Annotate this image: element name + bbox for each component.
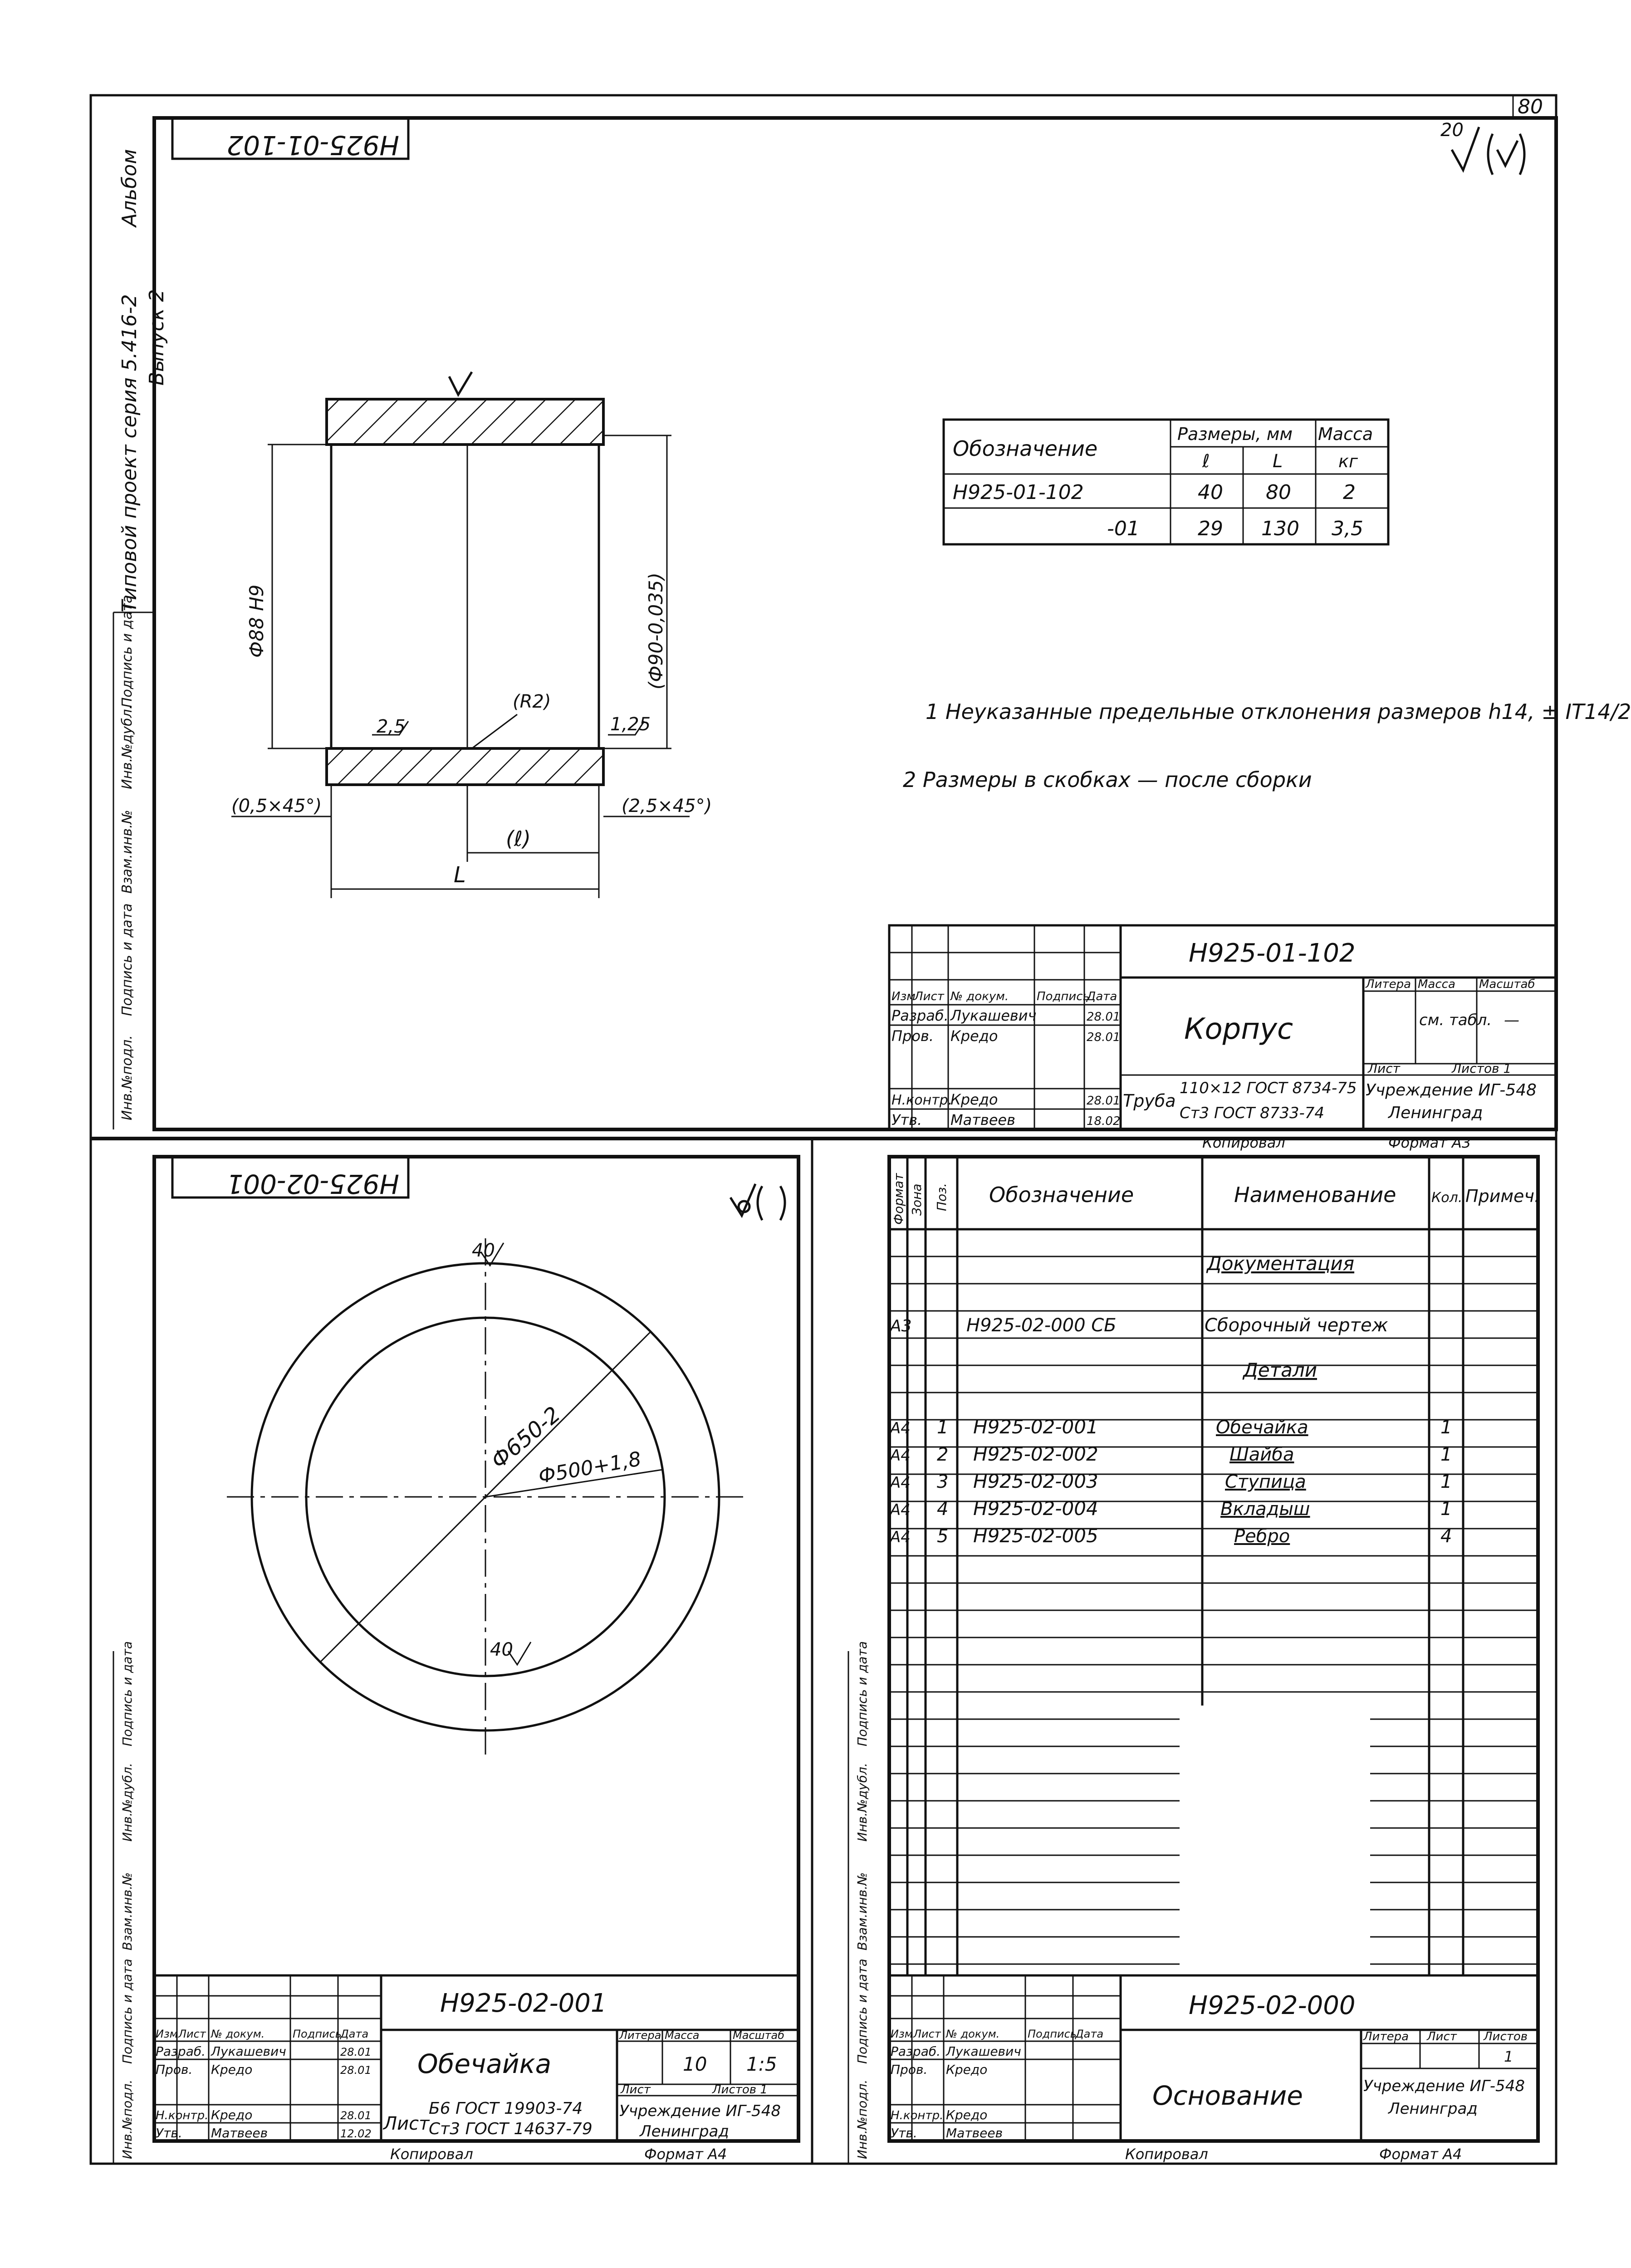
ttb-date-2: 28.01 — [1087, 1094, 1121, 1108]
sub-kg: кг — [1338, 451, 1358, 471]
bltb-sheets: Листов 1 — [712, 2083, 768, 2097]
brtb-role-1: Пров. — [891, 2062, 928, 2077]
spec-item-5 — [889, 1525, 1452, 1547]
album-label: Альбом — [118, 149, 141, 227]
bl-format: Формат А4 — [644, 2146, 727, 2163]
bltb-name-2: Кредо — [211, 2107, 253, 2122]
bl-side-2: Подпись и дата — [120, 1959, 135, 2064]
dim-length-total: L — [454, 862, 466, 888]
ttb-date-3: 18.02 — [1087, 1114, 1121, 1128]
ttb-sheet: Лист — [1368, 1061, 1400, 1076]
ttb-org-2: Ленинград — [1388, 1104, 1483, 1122]
ttb-role-0: Разраб. — [891, 1007, 949, 1024]
spec-item-pos: 3 — [937, 1471, 949, 1492]
bltb-mass-value: 10 — [683, 2053, 707, 2075]
sleeve-wall-bottom — [327, 748, 603, 785]
rough-top-value: 40 — [472, 1240, 495, 1261]
spec-table — [889, 1157, 1540, 1978]
ttb-role-3: Утв. — [891, 1111, 922, 1129]
dim-outer: (Ф90-0,035) — [645, 572, 667, 689]
bltb-name-0: Лукашевич — [211, 2044, 286, 2059]
album-stamp — [118, 149, 168, 612]
ttb-mass-value: см. табл. — [1419, 1011, 1492, 1029]
note-1: 1 Неуказанные предельные отклонения размеров h14, ± IT14/2 — [926, 699, 1631, 724]
bltb-material-1: Б6 ГОСТ 19903-74 — [429, 2099, 583, 2118]
spec-item-4 — [889, 1497, 1452, 1520]
ttb-scale-value: — — [1504, 1011, 1519, 1029]
bltb-date-3: 12.02 — [340, 2127, 372, 2140]
ttb-material-2: Ст3 ГОСТ 8733-74 — [1180, 1104, 1325, 1122]
bl-roughness — [730, 1184, 785, 1220]
bltb-date-2: 28.01 — [340, 2109, 372, 2122]
bltb-material-label: Лист — [383, 2113, 430, 2134]
row-2-L: 130 — [1261, 517, 1299, 540]
bltb-name: Обечайка — [417, 2048, 552, 2079]
bltb-mass: Масса — [665, 2029, 700, 2042]
ttb-name-1: Кредо — [950, 1027, 998, 1045]
spec-doc-designation: Н925-02-000 СБ — [966, 1315, 1117, 1336]
top-rotated-code: Н925-01-102 — [226, 130, 399, 161]
brtb-name-2: Кредо — [946, 2107, 988, 2122]
bl-side-3: Взам.инв.№ — [120, 1872, 135, 1950]
spec-erased-area — [1180, 1706, 1370, 1978]
col-designation: Обозначение — [953, 436, 1098, 461]
spec-item-2 — [889, 1443, 1452, 1465]
brtb-hdr-2: № докум. — [946, 2028, 1000, 2040]
sleeve-wall-top — [327, 399, 603, 445]
spec-section-docs: Документация — [1207, 1252, 1355, 1275]
dim-chamfer-right: (2,5×45°) — [622, 796, 712, 816]
album-issue: Выпуск 2 — [145, 289, 168, 386]
row-1-L: 80 — [1266, 481, 1291, 504]
spec-doc-name: Сборочный чертеж — [1205, 1315, 1388, 1336]
spec-hdr-note: Примеч. — [1465, 1186, 1540, 1206]
spec-item-format: А4 — [890, 1528, 911, 1546]
dim-length-small: (ℓ) — [506, 826, 531, 851]
ttb-org-1: Учреждение ИГ-548 — [1366, 1081, 1537, 1100]
spec-hdr-qty: Кол. — [1431, 1190, 1463, 1206]
spec-item-3 — [889, 1470, 1452, 1492]
dim-rough-2: 1,25 — [610, 714, 651, 735]
weld-mark-icon — [449, 372, 472, 395]
spec-hdr-designation: Обозначение — [989, 1183, 1134, 1207]
spec-hdr-format: Формат — [891, 1173, 906, 1225]
row-1-l: 40 — [1198, 481, 1223, 504]
brtb-role-2: Н.контр. — [891, 2109, 944, 2122]
spec-item-pos: 5 — [937, 1526, 949, 1547]
bl-title-block — [154, 1975, 798, 2141]
bltb-sheet: Лист — [621, 2083, 651, 2097]
ttb-date-0: 28.01 — [1087, 1010, 1121, 1024]
spec-item-qty: 1 — [1440, 1417, 1452, 1438]
spec-item-pos: 4 — [937, 1499, 949, 1520]
side-label-4: Инв.№дубл. — [119, 704, 135, 789]
rough-bottom-value: 40 — [490, 1639, 513, 1660]
br-side-2: Подпись и дата — [855, 1959, 870, 2064]
ttb-material-label: Труба — [1123, 1091, 1176, 1111]
dim-dia-inner: Ф500+1,8 — [537, 1447, 643, 1488]
br-copied: Копировал — [1125, 2146, 1208, 2163]
spec-section-parts: Детали — [1243, 1359, 1317, 1381]
top-format: Формат А3 — [1388, 1134, 1471, 1151]
bltb-date-0: 28.01 — [340, 2046, 372, 2058]
bltb-name-3: Матвеев — [211, 2126, 268, 2141]
bl-side-1: Инв.№подл. — [120, 2079, 135, 2159]
bltb-hdr-4: Дата — [340, 2028, 369, 2040]
bl-side-strip — [113, 1641, 135, 2164]
row-1-mass: 2 — [1343, 481, 1356, 504]
brtb-name-3: Матвеев — [946, 2126, 1003, 2141]
brtb-name-0: Лукашевич — [946, 2044, 1021, 2059]
radius-leader — [472, 714, 517, 748]
br-side-strip — [848, 1641, 870, 2164]
spec-item-name: Обечайка — [1216, 1417, 1308, 1438]
bl-side-4: Инв.№дубл. — [120, 1763, 135, 1842]
spec-item-format: А4 — [890, 1501, 911, 1519]
brtb-sheet: Лист — [1427, 2030, 1457, 2043]
roughness-value: 20 — [1440, 120, 1464, 141]
brtb-liter: Литера — [1363, 2030, 1409, 2043]
spec-hdr-zone: Зона — [909, 1183, 924, 1216]
brtb-org-1: Учреждение ИГ-548 — [1363, 2077, 1525, 2095]
br-side-5: Подпись и дата — [855, 1641, 870, 1746]
ttb-sheets: Листов 1 — [1452, 1061, 1512, 1076]
brtb-hdr-3: Подпись — [1028, 2028, 1077, 2040]
bltb-role-0: Разраб. — [156, 2044, 206, 2059]
br-title-block — [889, 1975, 1538, 2141]
ttb-material-1: 110×12 ГОСТ 8734-75 — [1180, 1079, 1357, 1097]
general-roughness — [1440, 120, 1524, 175]
bl-copied: Копировал — [390, 2146, 473, 2163]
ttb-name-3: Матвеев — [950, 1111, 1015, 1129]
dim-rough-1: 2,5 — [377, 716, 406, 737]
album-series: Типовой проект серия 5.416-2 — [118, 294, 141, 612]
sub-L: L — [1273, 451, 1283, 472]
br-side-1: Инв.№подл. — [855, 2079, 870, 2159]
ring-drawing — [227, 1238, 744, 1755]
side-label-2: Подпись и дата — [119, 903, 135, 1016]
ttb-name-0: Лукашевич — [950, 1007, 1037, 1024]
spec-item-designation: Н925-02-005 — [973, 1525, 1098, 1547]
row-2-mass: 3,5 — [1332, 517, 1363, 540]
dim-radius: (R2) — [513, 691, 551, 712]
bl-side-5: Подпись и дата — [120, 1641, 135, 1746]
spec-item-qty: 1 — [1440, 1444, 1452, 1465]
spec-item-name: Вкладыш — [1220, 1499, 1310, 1520]
brtb-hdr-1: Лист — [913, 2028, 941, 2040]
bltb-code: Н925-02-001 — [440, 1989, 607, 2018]
bltb-role-1: Пров. — [156, 2062, 193, 2077]
spec-item-name: Ступица — [1225, 1471, 1306, 1492]
ttb-code: Н925-01-102 — [1189, 938, 1356, 968]
row-2-l: 29 — [1198, 517, 1223, 540]
spec-item-qty: 1 — [1440, 1471, 1452, 1492]
top-side-labels — [119, 595, 135, 1121]
roughness-check-inner-icon — [1497, 141, 1518, 166]
ttb-hdr-4: Дата — [1087, 990, 1117, 1003]
bltb-role-3: Утв. — [156, 2126, 182, 2141]
spec-item-format: А4 — [890, 1447, 911, 1465]
sleeve-drawing — [231, 372, 712, 898]
spec-item-format: А4 — [890, 1474, 911, 1492]
spec-item-designation: Н925-02-001 — [973, 1416, 1098, 1438]
bltb-hdr-2: № докум. — [211, 2028, 265, 2040]
spec-item-designation: Н925-02-002 — [973, 1443, 1098, 1465]
spec-item-pos: 2 — [937, 1444, 949, 1465]
spec-item-pos: 1 — [937, 1417, 949, 1438]
row-2-designation: -01 — [1107, 517, 1140, 540]
roughness-paren-icon — [1488, 134, 1524, 175]
ttb-hdr-2: № докум. — [950, 990, 1009, 1003]
spec-item-format: А4 — [890, 1419, 911, 1437]
spec-item-name: Шайба — [1229, 1444, 1294, 1465]
ttb-name: Корпус — [1184, 1012, 1293, 1046]
sub-l: ℓ — [1202, 451, 1210, 472]
spec-item-designation: Н925-02-003 — [973, 1470, 1098, 1492]
spec-item-designation: Н925-02-004 — [973, 1497, 1098, 1520]
brtb-name-1: Кредо — [946, 2062, 988, 2077]
bltb-hdr-0: Изм — [156, 2028, 178, 2040]
br-side-4: Инв.№дубл. — [855, 1763, 870, 1842]
bltb-org-1: Учреждение ИГ-548 — [619, 2102, 781, 2120]
bl-roughness-paren-icon — [758, 1186, 785, 1220]
ttb-hdr-0: Изм — [891, 990, 916, 1003]
spec-item-1 — [889, 1416, 1452, 1438]
bl-rotated-code: Н925-02-001 — [226, 1168, 399, 1199]
ttb-role-1: Пров. — [891, 1027, 934, 1045]
bltb-name-1: Кредо — [211, 2062, 253, 2077]
brtb-role-3: Утв. — [891, 2126, 917, 2141]
brtb-hdr-4: Дата — [1075, 2028, 1104, 2040]
brtb-code: Н925-02-000 — [1189, 1991, 1356, 2020]
bltb-role-2: Н.контр. — [156, 2109, 209, 2122]
side-label-1: Инв.№подл. — [119, 1035, 135, 1120]
ttb-role-2: Н.контр. — [891, 1092, 953, 1108]
col-mass: Масса — [1318, 424, 1373, 444]
side-label-3: Взам.инв.№ — [119, 810, 135, 894]
bltb-org-2: Ленинград — [640, 2122, 729, 2141]
spec-item-name: Ребро — [1234, 1526, 1290, 1547]
spec-item-qty: 4 — [1440, 1526, 1452, 1547]
top-copied: Копировал — [1202, 1134, 1285, 1151]
bltb-scale: Масштаб — [733, 2029, 785, 2042]
bltb-date-1: 28.01 — [340, 2064, 372, 2077]
ttb-name-2: Кредо — [950, 1091, 998, 1108]
brtb-sheets-value: 1 — [1504, 2048, 1513, 2065]
brtb-role-0: Разраб. — [891, 2044, 941, 2059]
bltb-material-2: Ст3 ГОСТ 14637-79 — [429, 2120, 593, 2138]
ttb-mass: Масса — [1418, 978, 1455, 991]
dim-bore: Ф88 Н9 — [245, 584, 268, 658]
note-2: 2 Размеры в скобках — после сборки — [903, 767, 1312, 792]
top-title-block — [889, 925, 1556, 1129]
bltb-scale-value: 1:5 — [746, 2053, 777, 2075]
page-number: 80 — [1518, 95, 1543, 118]
row-1-designation: Н925-01-102 — [953, 481, 1084, 504]
brtb-hdr-0: Изм — [891, 2028, 913, 2040]
ttb-date-1: 28.01 — [1087, 1031, 1121, 1044]
dim-chamfer-left: (0,5×45°) — [231, 796, 322, 816]
dim-dia-outer: Ф650-2 — [486, 1402, 566, 1474]
spec-hdr-name: Наименование — [1234, 1183, 1396, 1207]
ttb-scale: Масштаб — [1479, 978, 1535, 991]
br-format: Формат А4 — [1379, 2146, 1462, 2163]
sizes-table — [944, 420, 1388, 544]
side-label-5: Подпись и дата — [119, 595, 135, 708]
ttb-hdr-1: Лист — [914, 990, 944, 1003]
ttb-liter: Литера — [1366, 978, 1411, 991]
spec-item-qty: 1 — [1440, 1499, 1452, 1520]
brtb-name: Основание — [1152, 2080, 1303, 2111]
spec-hdr-pos: Поз. — [934, 1183, 949, 1211]
ttb-hdr-3: Подпись — [1037, 990, 1090, 1003]
brtb-org-2: Ленинград — [1388, 2100, 1478, 2118]
spec-doc-format: А3 — [890, 1317, 912, 1335]
bltb-hdr-1: Лист — [178, 2028, 206, 2040]
brtb-sheets: Листов — [1484, 2030, 1528, 2043]
col-sizes: Размеры, мм — [1177, 424, 1293, 444]
bltb-hdr-3: Подпись — [293, 2028, 342, 2040]
br-side-3: Взам.инв.№ — [855, 1872, 870, 1950]
bltb-liter: Литера — [619, 2029, 661, 2042]
